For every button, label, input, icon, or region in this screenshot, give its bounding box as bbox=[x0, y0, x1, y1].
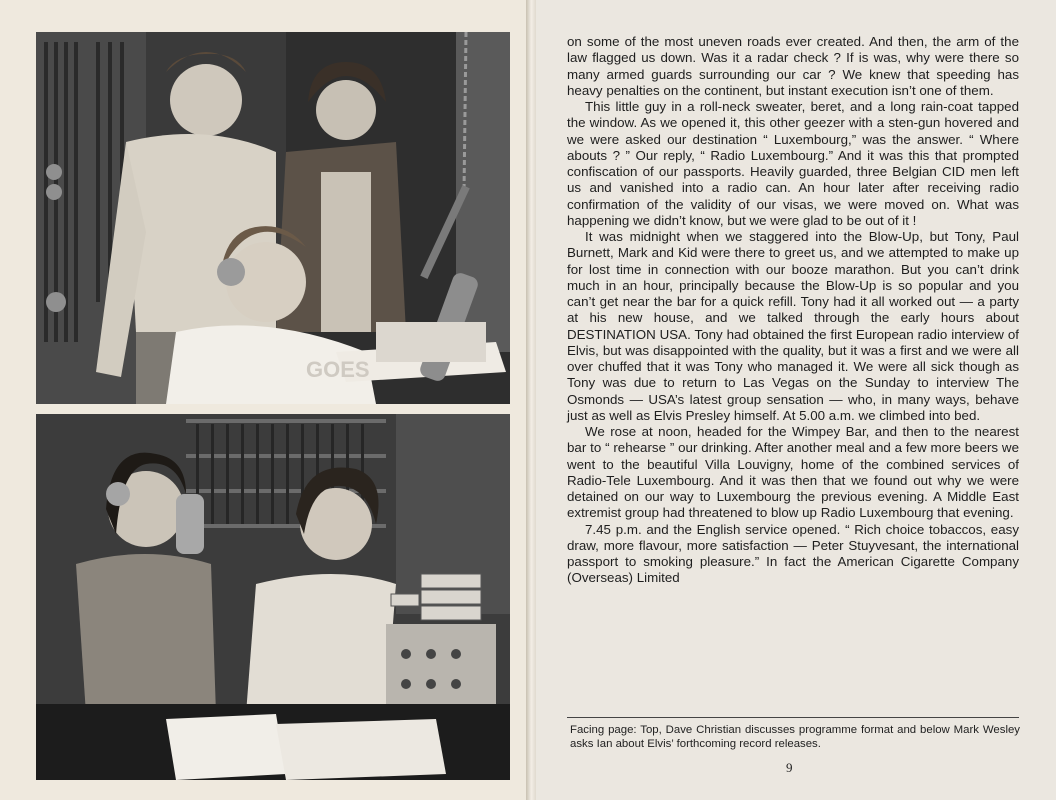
page-number: 9 bbox=[786, 760, 793, 775]
photo-caption: Facing page: Top, Dave Christian discusses programme format and below Mark Wesley asks Ian about Elvis’ forthcoming record releases. bbox=[570, 724, 1020, 750]
paragraph: on some of the most uneven roads ever created. And then, the arm of the law flagged us down. Was it a radar check ? If is was, why were there so many armed guards surrounding our car ? We knew that speeding has heavy penalties on the continent, but instant execution isn’t one of them. bbox=[567, 34, 1019, 98]
poster-lettering: GOES bbox=[306, 357, 370, 382]
paragraph: It was midnight when we staggered into the Blow-Up, but Tony, Paul Burnett, Mark and Kid were there to greet us, and we attempted to make up for lost time in connection with our booze marathon. But you can’t drink much in an hour, principally because the Blow-Up is so popular and you can’t get near the bar for a quick refill. Tony had it all worked out — a party at his new house, and we talked through the early hours about DESTINATION USA. Tony had obtained the first European radio interview of Elvis, but was disappointed with the quality, but it was a first and we were all over chuffed that it was Tony who managed it. We were all sick though as Tony was due to return to Las Vegas on the Sunday to interview The Osmonds — USA’s latest group sensation — who, in many ways, behave just as well as Elvis Presley himself. At 5.00 a.m. we climbed into bed. bbox=[567, 229, 1019, 423]
paragraph: This little guy in a roll-neck sweater, beret, and a long rain-coat tapped the window. As we opened it, this other geezer with a sten-gun hovered and we were asked our destination “ Luxembourg,” was the answer. “ Where abouts ? ” Our reply, “ Radio Luxembourg.” And it was this that prompted confiscation of our passports. Heavily guarded, three Belgian CID men left us and vanished into a radio can. An hour later after receiving radio confirmation of the validity of our visas, we were moved on. What was happening we didn’t know, but we were glad to be out of it ! bbox=[567, 99, 1019, 228]
article-body bbox=[567, 34, 1019, 587]
studio-photo-top bbox=[36, 32, 510, 404]
caption-rule bbox=[567, 717, 1019, 718]
paragraph: We rose at noon, headed for the Wimpey Bar, and then to the nearest bar to “ rehearse ” our drinking. After another meal and a few more beers we went to the beautiful Villa Louvigny, home of the combined services of Radio-Tele Luxembourg. And it was then that we found out why we were detained on our way to Luxembourg the previous evening. A Middle East extremist group had threatened to blow up Radio Luxembourg that evening. bbox=[567, 424, 1019, 521]
studio-photo-bottom bbox=[36, 414, 510, 780]
paragraph: 7.45 p.m. and the English service opened. “ Rich choice tobaccos, easy draw, more flavour, more satisfaction — Peter Stuyvesant, the international passport to smoking pleasure.” In fact the American Cigarette Company (Overseas) Limited bbox=[567, 521, 1019, 586]
